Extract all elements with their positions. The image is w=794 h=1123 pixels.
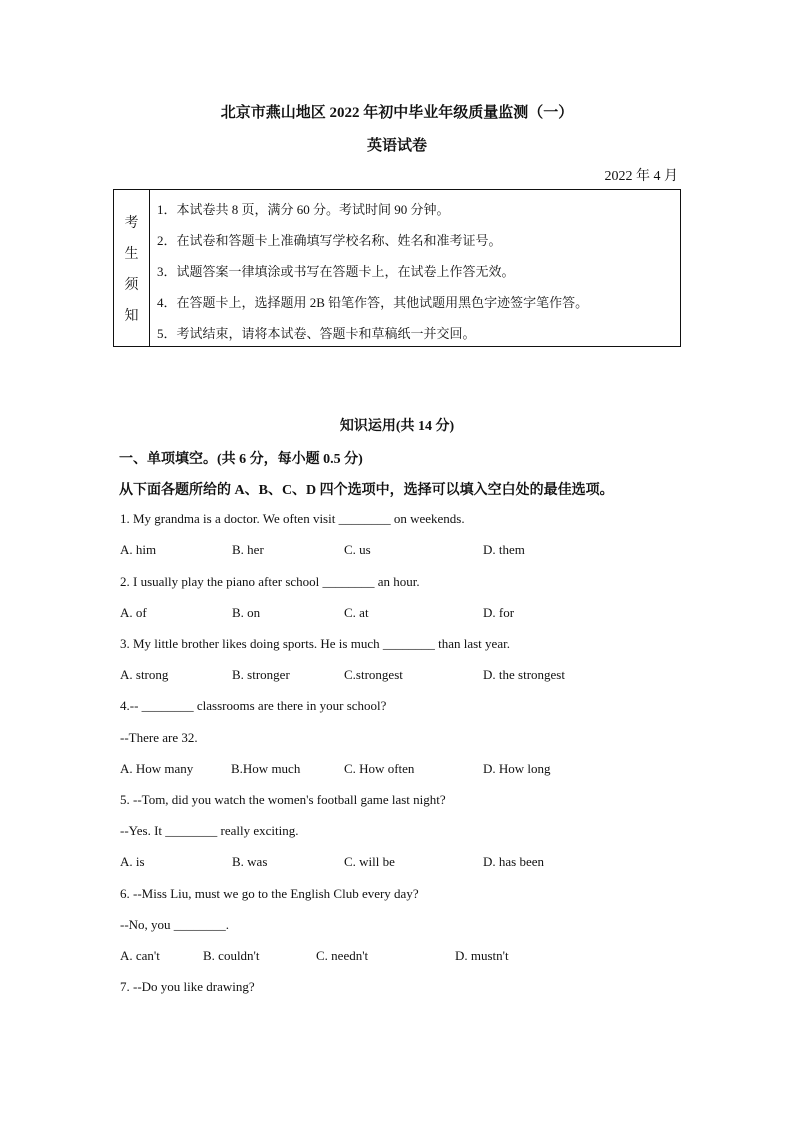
question-option: A. strong <box>120 667 169 682</box>
question-option: B. couldn't <box>203 948 260 963</box>
question-option: D. has been <box>483 854 545 869</box>
notice-item: 5．考试结束，请将本试卷、答题卡和草稿纸一并交回。 <box>157 326 476 341</box>
question-option: B. stronger <box>232 667 290 682</box>
question-option: A. How many <box>120 761 194 776</box>
notice-item: 3．试题答案一律填涂或书写在答题卡上，在试卷上作答无效。 <box>157 264 515 279</box>
question-stem: --No, you ________. <box>120 917 230 932</box>
question-option: B. was <box>232 854 268 869</box>
question-stem: 5. --Tom, did you watch the women's football game last night? <box>120 792 446 807</box>
question-option: C. How often <box>344 761 415 776</box>
question-option: C. at <box>344 605 369 620</box>
question-stem: 4.-- ________ classrooms are there in your school? <box>120 698 387 713</box>
question-option: D. them <box>483 542 525 557</box>
notice-label-char: 须 <box>124 278 139 293</box>
question-option: C.strongest <box>344 667 403 682</box>
exam-subtitle: 英语试卷 <box>366 138 427 154</box>
notice-box <box>113 189 681 347</box>
notice-label-char: 考 <box>124 216 139 231</box>
question-option: B. on <box>232 605 261 620</box>
question-option: B. her <box>232 542 264 557</box>
question-stem: 3. My little brother likes doing sports. He is much ________ than last year. <box>120 636 510 651</box>
exam-date: 2022 年 4 月 <box>604 169 678 184</box>
question-option: D. for <box>483 605 515 620</box>
question-option: C. us <box>344 542 371 557</box>
question-option: C. will be <box>344 854 395 869</box>
question-option: D. mustn't <box>455 948 509 963</box>
question-option: A. of <box>120 605 147 620</box>
section-title: 知识运用(共 14 分) <box>339 419 455 434</box>
notice-item: 1．本试卷共 8 页，满分 60 分。考试时间 90 分钟。 <box>157 202 450 217</box>
notice-label-char: 知 <box>124 309 139 324</box>
question-stem: --Yes. It ________ really exciting. <box>120 823 299 838</box>
question-option: A. is <box>120 854 145 869</box>
question-option: A. can't <box>120 948 160 963</box>
question-option: A. him <box>120 542 157 557</box>
question-option: C. needn't <box>316 948 369 963</box>
notice-label <box>114 190 150 346</box>
question-stem: --There are 32. <box>120 730 198 745</box>
question-option: D. How long <box>483 761 551 776</box>
question-option: D. the strongest <box>483 667 565 682</box>
exam-title: 北京市燕山地区 2022 年初中毕业年级质量监测（一） <box>220 105 574 121</box>
question-stem: 1. My grandma is a doctor. We often visit ________ on weekends. <box>120 511 465 526</box>
notice-label-char: 生 <box>124 247 139 262</box>
instruction: 从下面各题所给的 A、B、C、D 四个选项中，选择可以填入空白处的最佳选项。 <box>119 483 614 498</box>
part-title: 一、单项填空。(共 6 分，每小题 0.5 分) <box>119 452 363 467</box>
question-option: B.How much <box>231 761 301 776</box>
question-stem: 2. I usually play the piano after school ________ an hour. <box>120 574 420 589</box>
question-stem: 6. --Miss Liu, must we go to the English Club every day? <box>120 886 419 901</box>
question-stem: 7. --Do you like drawing? <box>120 979 255 994</box>
notice-item: 2．在试卷和答题卡上准确填写学校名称、姓名和准考证号。 <box>157 233 502 248</box>
notice-item: 4．在答题卡上，选择题用 2B 铅笔作答，其他试题用黑色字迹签字笔作答。 <box>157 295 589 310</box>
